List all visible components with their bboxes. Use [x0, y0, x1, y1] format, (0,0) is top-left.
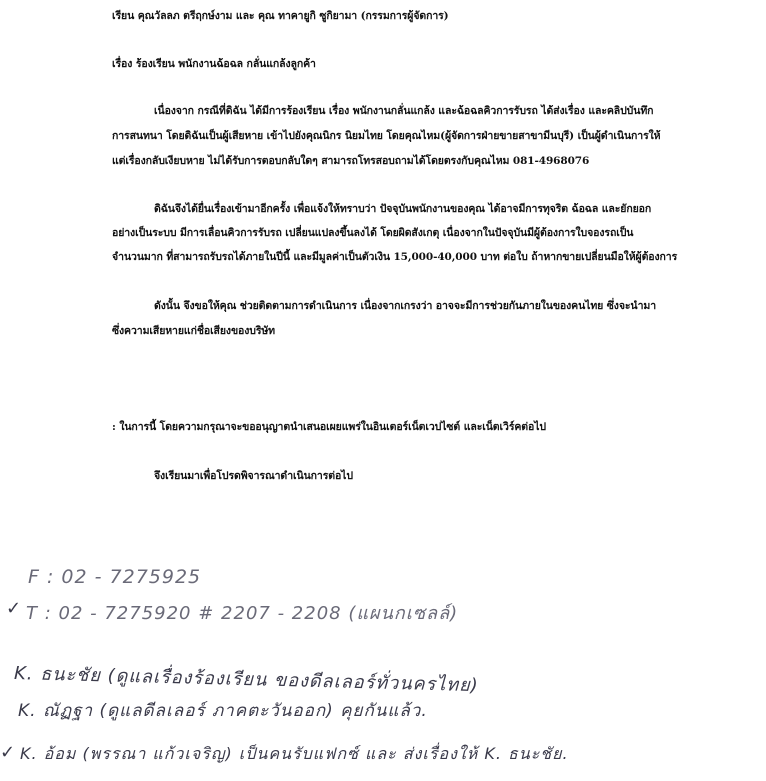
- checkmark-icon: ✓: [0, 742, 16, 763]
- paragraph-3-line-2: ซึ่งความเสียหายแก่ชื่อเสียงของบริษัท: [112, 325, 276, 337]
- closing-line: จึงเรียนมาเพื่อโปรดพิจารณาดำเนินการต่อไป: [154, 470, 353, 482]
- subject: เรื่อง ร้องเรียน พนักงานฉ้อฉล กลั่นแกล้งลูกค้า: [112, 58, 316, 70]
- handwritten-note-contact-2: K. ณัฏฐา (ดูแลดีลเลอร์ ภาคตะวันออก) คุยกันแล้ว.: [18, 701, 428, 721]
- paragraph-1-line-2: การสนทนา โดยดิฉันเป็นผู้เสียหาย เข้าไปยังคุณนิกร นิยมไทย โดยคุณไหม(ผู้จัดการฝ่ายขายสาขามีนบุรี) เป็นผู้ดำเนินการให้: [112, 130, 661, 142]
- handwritten-note-contact-1: K. ธนะชัย (ดูแลเรื่องร้องเรียน ของดีลเลอร์ทั่วนครไทย): [13, 663, 479, 697]
- handwritten-note-contact-3: K. อ้อม (พรรณา แก้วเจริญ) เป็นคนรับแฟกซ์ และ ส่งเรื่องให้ K. ธนะชัย.: [20, 744, 569, 763]
- paragraph-2-line-3: จำนวนมาก ที่สามารถรับรถได้ภายในปีนี้ และมีมูลค่าเป็นตัวเงิน 15,000-40,000 บาท ต่อใบ ถ้าหากขายเปลี่ยนมือให้ผู้ต้องการ: [112, 251, 678, 263]
- paragraph-3-line-1: ดังนั้น จึงขอให้คุณ ช่วยติดตามการดำเนินการ เนื่องจากเกรงว่า อาจจะมีการช่วยกันภายในของคนไทย ซึ่งจะนำมา: [154, 300, 657, 312]
- handwritten-phone-number: T : 02 - 7275920 # 2207 - 2208 (แผนกเซลล์): [26, 603, 459, 624]
- publication-note: : ในการนี้ โดยความกรุณาจะขออนุญาตนำเสนอเผยแพร่ในอินเตอร์เน็ตเวปไซต์ และเน็ตเวิร์คต่อไป: [112, 421, 546, 433]
- paragraph-2-line-2: อย่างเป็นระบบ มีการเลื่อนคิวการรับรถ เปลี่ยนแปลงขึ้นลงได้ โดยผิดสังเกตุ เนื่องจากในปัจจุบันมีผู้ต้องการใบจองรถเป็น: [112, 227, 634, 239]
- paragraph-1-line-1: เนื่องจาก กรณีที่ดิฉัน ได้มีการร้องเรียน เรื่อง พนักงานกลั่นแกล้ง และฉ้อฉลคิวการรับรถ ได้ส่งเรื่อง และคลิปบันทึก: [154, 105, 654, 117]
- paragraph-1-line-3: แต่เรื่องกลับเงียบหาย ไม่ได้รับการตอบกลับใดๆ สามารถโทรสอบถามได้โดยตรงกับคุณไหม 081-4968076: [112, 155, 590, 167]
- handwritten-fax-number: F : 02 - 7275925: [28, 566, 202, 588]
- paragraph-2-line-1: ดิฉันจึงได้ยื่นเรื่องเข้ามาอีกครั้ง เพื่อแจ้งให้ทราบว่า ปัจจุบันพนักงานของคุณ ได้อาจมีการทุจริต ฉ้อฉล และยักยอก: [154, 203, 652, 215]
- salutation: เรียน คุณวัลลภ ตรีฤกษ์งาม และ คุณ ทาคายูกิ ซูกิยามา (กรรมการผู้จัดการ): [112, 10, 449, 22]
- checkmark-icon: ✓: [6, 598, 22, 619]
